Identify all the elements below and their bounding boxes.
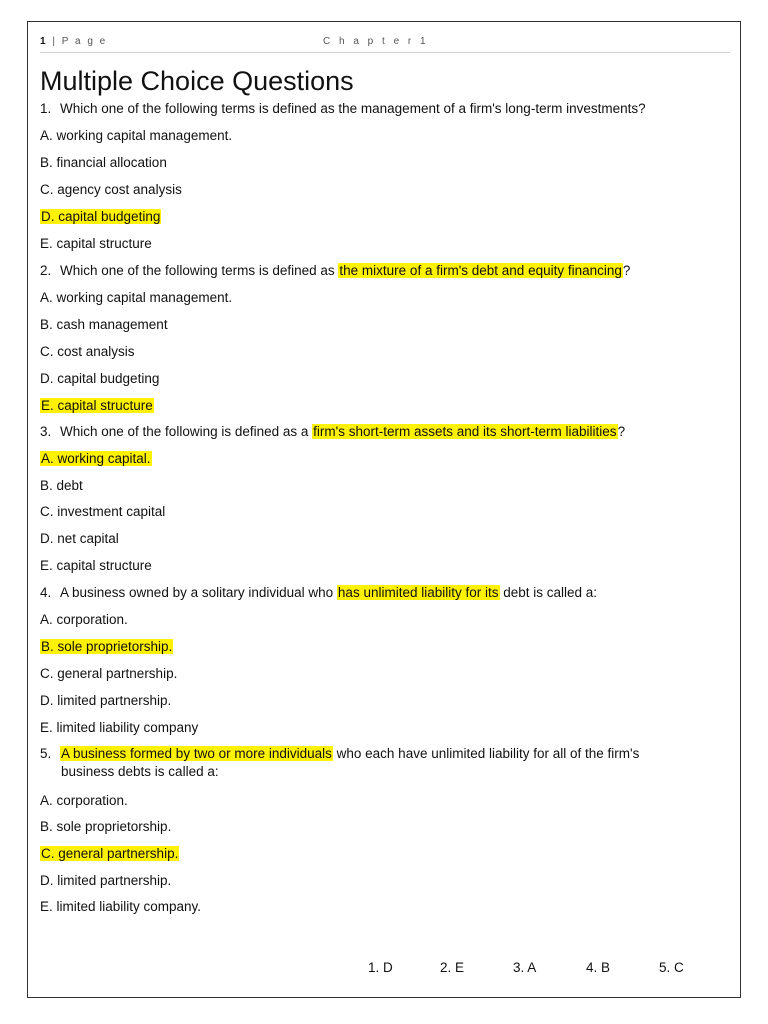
option-item (40, 611, 128, 629)
option-text: A. corporation. (40, 793, 128, 808)
option-item (40, 719, 198, 737)
correct-option-text: B. sole proprietorship. (41, 639, 173, 654)
correct-option-text: C. general partnership. (41, 846, 179, 861)
correct-option-text: E. capital structure (41, 398, 153, 413)
option-item (40, 154, 167, 172)
answer-key-item: 1. D (368, 960, 393, 975)
option-item (40, 208, 161, 226)
option-text: E. capital structure (40, 236, 152, 251)
option-text: A. working capital management. (40, 290, 233, 305)
option-text: D. capital budgeting (40, 371, 160, 386)
page-title: Multiple Choice Questions (40, 66, 354, 96)
option-text: B. financial allocation (40, 155, 167, 170)
question-number: 1. (40, 101, 52, 116)
option-text: A. working capital management. (40, 128, 233, 143)
option-item (40, 665, 177, 683)
option-item (40, 898, 201, 916)
option-item (40, 872, 171, 890)
option-item (40, 397, 154, 415)
question-text: debt is called a: (499, 585, 598, 600)
question-highlight: firm's short-term assets and its short-term liabilities (313, 424, 617, 439)
question-number: 4. (40, 585, 52, 600)
question-text-continued: business debts is called a: (61, 764, 219, 779)
question-4 (40, 584, 597, 602)
question-text: ? (617, 424, 626, 439)
option-text: E. limited liability company (40, 720, 199, 735)
option-text: B. debt (40, 478, 83, 493)
option-item (40, 289, 232, 307)
question-text: Which one of the following terms is defined as the management of a firm's long-term investments? (60, 101, 646, 116)
option-item (40, 692, 171, 710)
question-number: 2. (40, 263, 52, 278)
option-item (40, 557, 152, 575)
answer-key-item: 4. B (586, 960, 611, 975)
option-item (40, 181, 182, 199)
option-text: E. capital structure (40, 558, 152, 573)
question-number: 3. (40, 424, 52, 439)
question-highlight: the mixture of a firm's debt and equity financing (339, 263, 622, 278)
option-item (40, 370, 159, 388)
page-header (40, 36, 730, 53)
option-text: B. cash management (40, 317, 168, 332)
answer-key-item: 2. E (440, 960, 465, 975)
option-text: D. limited partnership. (40, 693, 172, 708)
question-text: who each have unlimited liability for all of the firm's (332, 746, 640, 761)
question-highlight: has unlimited liability for its (337, 585, 499, 600)
option-text: C. agency cost analysis (40, 182, 182, 197)
question-text: Which one of the following is defined as a (60, 424, 313, 439)
option-item (40, 127, 232, 145)
question-text: ? (622, 263, 631, 278)
option-text: E. limited liability company. (40, 899, 202, 914)
option-item (40, 450, 152, 468)
option-text: D. net capital (40, 531, 119, 546)
question-3 (40, 423, 625, 441)
option-text: C. cost analysis (40, 344, 135, 359)
page-number: 1 | P a g e (40, 36, 108, 47)
option-item (40, 503, 165, 521)
option-item (40, 235, 152, 253)
question-text: A business owned by a solitary individual who (60, 585, 337, 600)
question-highlight: A business formed by two or more individuals (61, 746, 332, 761)
option-item (40, 818, 171, 836)
option-text: C. investment capital (40, 504, 166, 519)
correct-option-text: D. capital budgeting (41, 209, 161, 224)
option-text: B. sole proprietorship. (40, 819, 172, 834)
option-item (40, 792, 128, 810)
answer-key-item: 3. A (513, 960, 537, 975)
question-text: Which one of the following terms is defined as (60, 263, 339, 278)
option-text: C. general partnership. (40, 666, 178, 681)
option-item (40, 316, 168, 334)
question-1 (40, 100, 646, 118)
option-item (40, 477, 83, 495)
question-5 (40, 745, 639, 763)
option-item (40, 845, 179, 863)
option-item (40, 343, 135, 361)
correct-option-text: A. working capital. (41, 451, 151, 466)
answer-key-item: 5. C (659, 960, 684, 975)
question-2 (40, 262, 630, 280)
option-item (40, 530, 119, 548)
question-number: 5. (40, 746, 52, 761)
chapter-label: C h a p t e r 1 (323, 36, 429, 47)
option-item (40, 638, 173, 656)
option-text: D. limited partnership. (40, 873, 172, 888)
option-text: A. corporation. (40, 612, 128, 627)
